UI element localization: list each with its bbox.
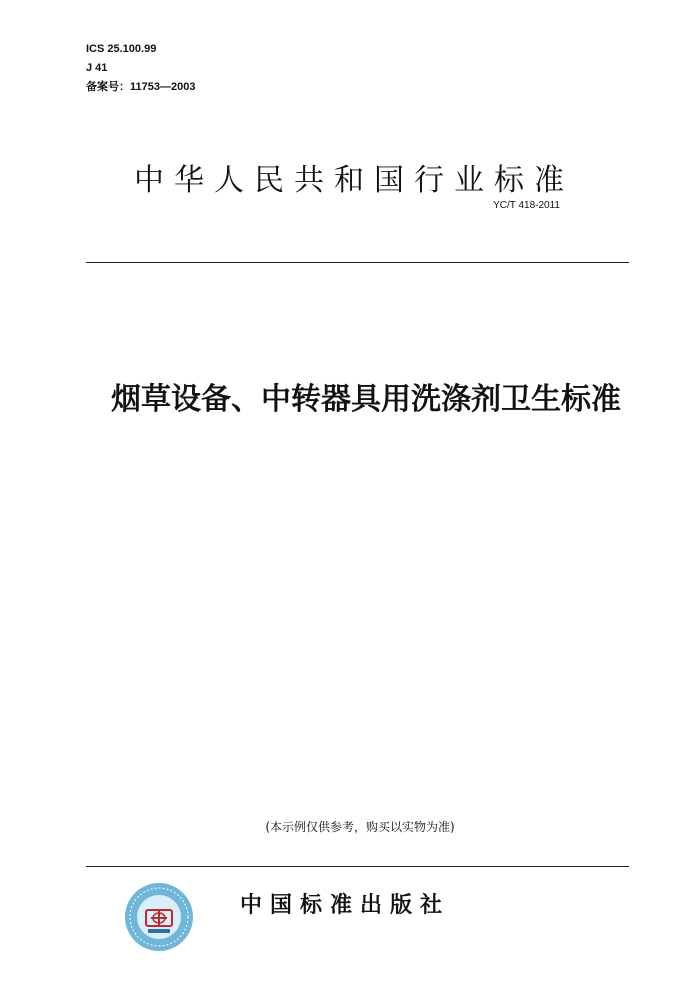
- meta-block: [86, 40, 195, 97]
- publisher-name: 中国标准出版社: [240, 893, 451, 918]
- document-title: 烟草设备、中转器具用洗涤剂卫生标准: [111, 382, 621, 417]
- ics-code: ICS 25.100.99: [86, 43, 157, 55]
- anti-counterfeit-seal-icon: [124, 882, 194, 952]
- seal-banner: [148, 929, 170, 933]
- top-divider: [86, 262, 629, 263]
- bottom-divider: [86, 866, 629, 867]
- classification-code: J 41: [86, 62, 108, 74]
- sample-notice: (本示例仅供参考，购买以实物为准): [265, 820, 455, 834]
- record-number: 备案号：11753—2003: [86, 81, 196, 93]
- standard-heading: 中华人民共和国行业标准: [134, 163, 574, 198]
- standard-code: YC/T 418-2011: [493, 200, 560, 211]
